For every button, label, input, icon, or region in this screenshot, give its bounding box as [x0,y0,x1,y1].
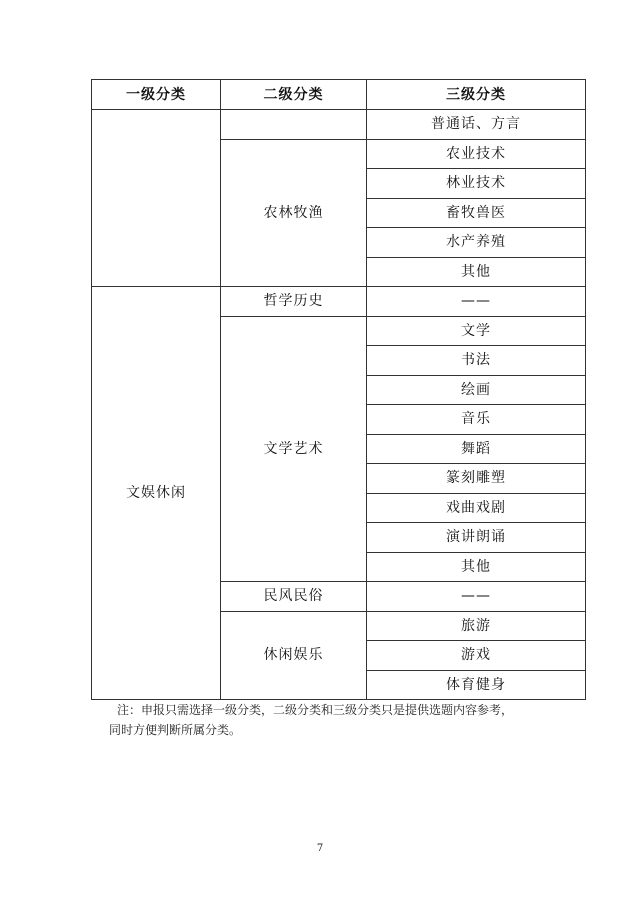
level3-cell: 其他 [367,552,586,582]
level3-cell: 水产养殖 [367,228,586,258]
level1-cell: 文娱休闲 [92,287,221,700]
level3-cell: 绘画 [367,375,586,405]
level3-cell: 体育健身 [367,670,586,700]
level3-cell: 游戏 [367,641,586,671]
header-level1: 一级分类 [92,80,221,110]
level3-cell: 书法 [367,346,586,376]
level3-cell: 农业技术 [367,139,586,169]
level3-cell: —— [367,582,586,612]
level3-cell: 戏曲戏剧 [367,493,586,523]
level1-cell [92,110,221,287]
level2-cell [221,110,367,140]
footnote-line: 注：申报只需选择一级分类，二级分类和三级分类只是提供选题内容参考， [117,703,514,717]
table-row [92,110,586,140]
level2-cell: 民风民俗 [221,582,367,612]
level3-cell: 音乐 [367,405,586,435]
level2-cell: 哲学历史 [221,287,367,317]
level3-cell: 林业技术 [367,169,586,199]
header-level2: 二级分类 [221,80,367,110]
level3-cell: 畜牧兽医 [367,198,586,228]
level3-cell: 篆刻雕塑 [367,464,586,494]
level3-cell: 舞蹈 [367,434,586,464]
category-table [91,79,586,700]
footnote [91,700,591,740]
level2-cell: 农林牧渔 [221,139,367,287]
level3-cell: —— [367,287,586,317]
level3-cell: 普通话、方言 [367,110,586,140]
table-header-row [92,80,586,110]
level3-cell: 演讲朗诵 [367,523,586,553]
footnote-line: 同时方便判断所属分类。 [109,723,242,737]
level2-cell: 休闲娱乐 [221,611,367,700]
page-number: 7 [316,843,324,854]
table-row [92,287,586,317]
level3-cell: 旅游 [367,611,586,641]
header-level3: 三级分类 [367,80,586,110]
level3-cell: 文学 [367,316,586,346]
level3-cell: 其他 [367,257,586,287]
level2-cell: 文学艺术 [221,316,367,582]
